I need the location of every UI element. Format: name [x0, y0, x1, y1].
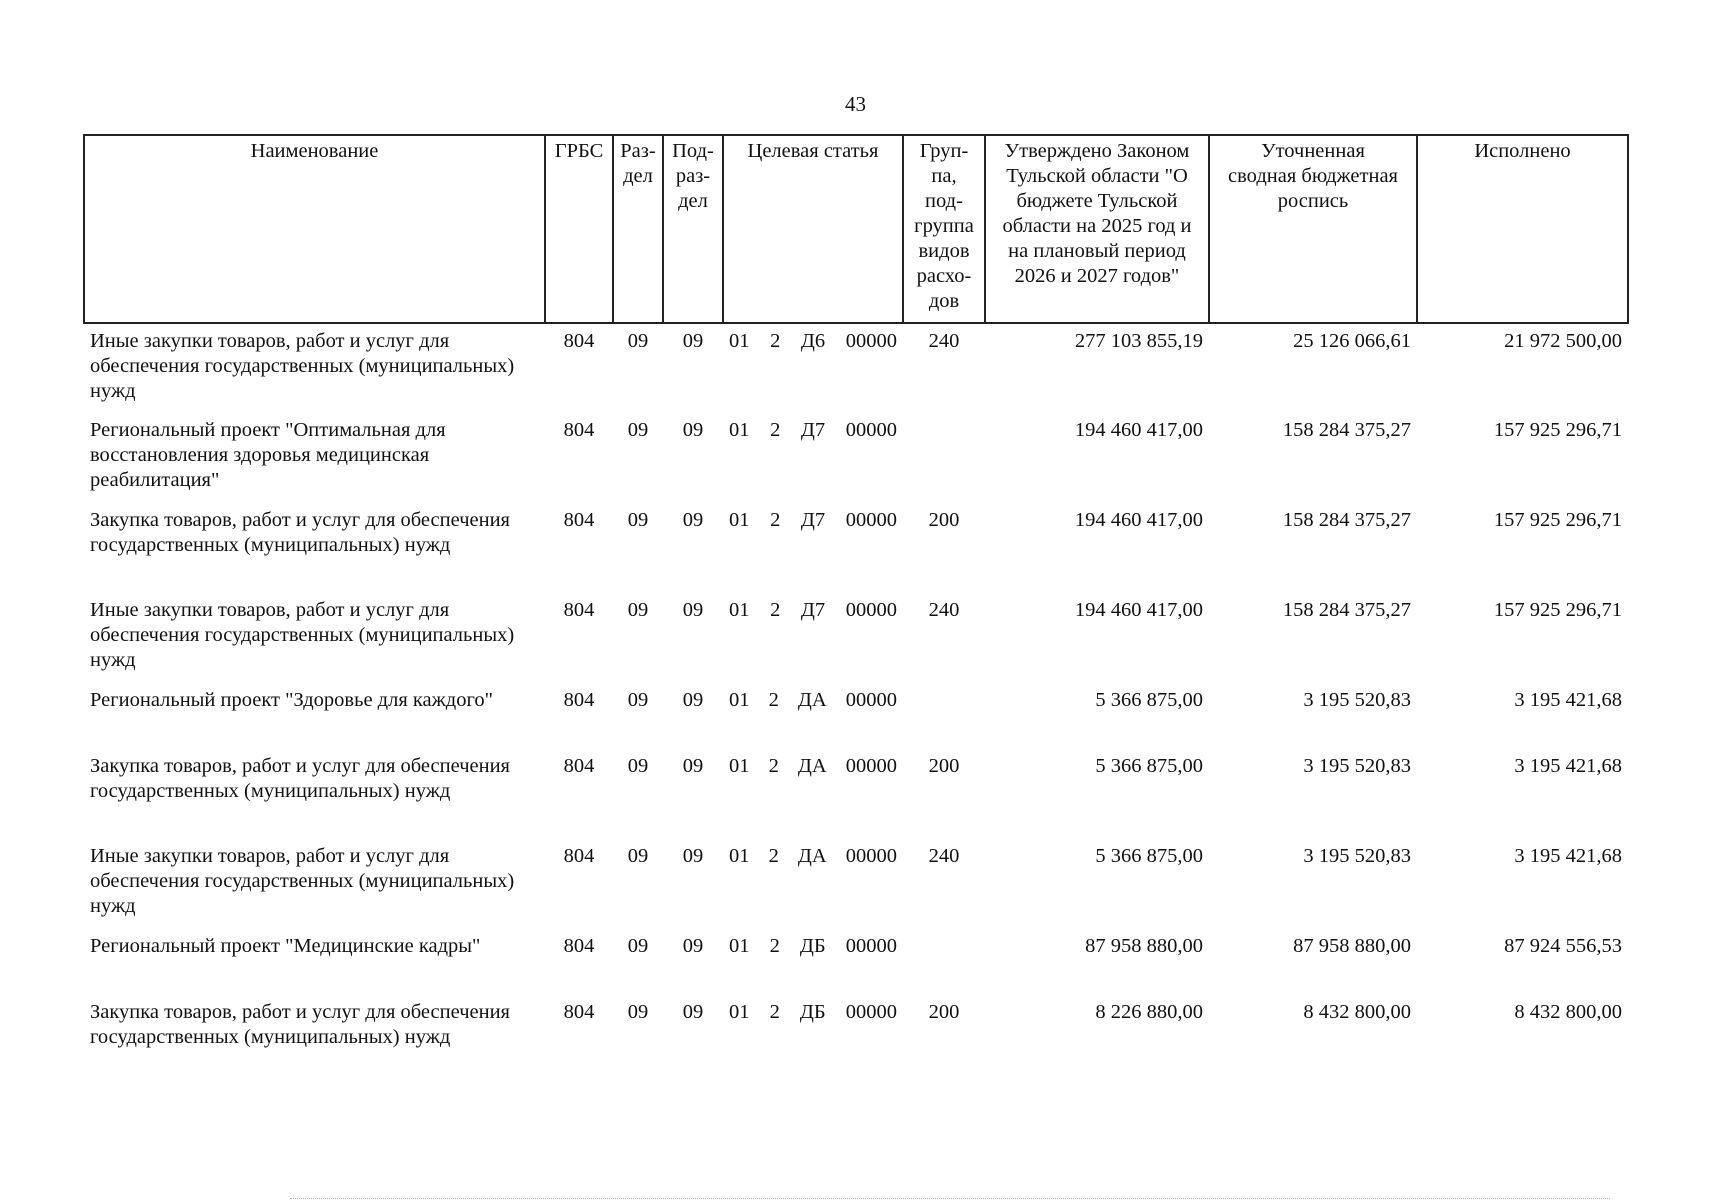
row-executed-cell: 157 925 296,71: [1493, 419, 1622, 441]
header-group: Груп- па, под- группа видов расхо- дов: [903, 135, 985, 323]
row-name-cell: Региональный проект "Здоровье для каждого": [90, 689, 494, 711]
row-group-cell: 240: [928, 845, 960, 867]
row-podrazdel-cell: 09: [682, 689, 704, 711]
row-refined-cell: 158 284 375,27: [1282, 419, 1411, 441]
row-razdel-cell: 09: [627, 935, 649, 957]
row-grbs-cell: 804: [563, 689, 595, 711]
target-code-part: ДА: [797, 845, 827, 867]
table-row: [84, 929, 1628, 995]
row-name-cell: Закупка товаров, работ и услуг для обеспечения государственных (муниципальных) нужд: [90, 509, 510, 556]
row-refined-cell: 158 284 375,27: [1282, 599, 1411, 621]
header-approved: Утверждено Законом Тульской области "О бюджете Тульской области на 2025 год и на плановый период 2026 и 2027 годов": [985, 135, 1209, 323]
target-code-part: 00000: [845, 755, 897, 777]
row-grbs-cell: 804: [563, 419, 595, 441]
header-refined: Уточненная сводная бюджетная роспись: [1209, 135, 1417, 323]
target-code: [727, 418, 899, 443]
page-number: 43: [845, 92, 866, 116]
target-code-part: 00000: [845, 689, 897, 711]
row-razdel-cell: 09: [627, 509, 649, 531]
row-grbs-cell: 804: [563, 1001, 595, 1023]
target-code-part: 00000: [845, 1001, 897, 1023]
row-executed-cell: 3 195 421,68: [1514, 755, 1622, 777]
row-approved-cell: 5 366 875,00: [1095, 755, 1203, 777]
row-executed-cell: 87 924 556,53: [1504, 935, 1622, 957]
row-razdel-cell: 09: [627, 845, 649, 867]
row-podrazdel-cell: 09: [682, 330, 704, 352]
target-code: [727, 844, 899, 869]
row-name-cell: Иные закупки товаров, работ и услуг для обеспечения государственных (муниципальных) нужд: [90, 845, 515, 917]
table-body: [84, 323, 1628, 1085]
row-name-cell: Закупка товаров, работ и услуг для обеспечения государственных (муниципальных) нужд: [90, 755, 510, 802]
target-code-part: 01: [729, 599, 750, 621]
target-code-part: 01: [729, 419, 750, 441]
row-approved-cell: 8 226 880,00: [1095, 1001, 1203, 1023]
row-refined-cell: 25 126 066,61: [1293, 330, 1411, 352]
row-razdel-cell: 09: [627, 330, 649, 352]
row-podrazdel-cell: 09: [682, 599, 704, 621]
target-code-part: 01: [729, 935, 750, 957]
target-code-part: Д7: [800, 419, 826, 441]
row-podrazdel-cell: 09: [682, 845, 704, 867]
row-target-cell: [723, 593, 903, 683]
target-code-part: 2: [769, 1001, 780, 1023]
table-row: [84, 839, 1628, 929]
row-name-cell: Региональный проект "Оптимальная для восстановления здоровья медицинская реабилитация": [90, 419, 446, 491]
row-group-cell: [903, 413, 985, 503]
bottom-rule: [290, 1198, 1610, 1199]
row-executed-cell: 3 195 421,68: [1514, 689, 1622, 711]
target-code-part: 00000: [845, 935, 897, 957]
row-refined-cell: 87 958 880,00: [1293, 935, 1411, 957]
row-group-cell: 200: [928, 755, 960, 777]
row-executed-cell: 21 972 500,00: [1504, 330, 1622, 352]
target-code-part: 2: [770, 330, 781, 352]
target-code: [727, 329, 899, 354]
table-row: [84, 749, 1628, 839]
row-name-cell: Региональный проект "Медицинские кадры": [90, 935, 481, 957]
target-code-part: 01: [729, 845, 750, 867]
target-code: [727, 754, 899, 779]
row-group-cell: [903, 683, 985, 749]
row-razdel-cell: 09: [627, 1001, 649, 1023]
target-code: [727, 598, 899, 623]
row-name-cell: Иные закупки товаров, работ и услуг для обеспечения государственных (муниципальных) нужд: [90, 330, 515, 402]
target-code-part: Д7: [800, 599, 826, 621]
row-razdel-cell: 09: [627, 755, 649, 777]
target-code: [727, 688, 899, 713]
target-code-part: 01: [729, 330, 750, 352]
target-code: [727, 1000, 899, 1025]
table-row: [84, 323, 1628, 413]
target-code-part: ДБ: [799, 935, 826, 957]
budget-table: [83, 134, 1629, 1085]
target-code-part: 2: [768, 845, 779, 867]
row-refined-cell: 8 432 800,00: [1303, 1001, 1411, 1023]
row-grbs-cell: 804: [563, 845, 595, 867]
table-row: [84, 593, 1628, 683]
table-row: [84, 413, 1628, 503]
row-target-cell: [723, 995, 903, 1085]
target-code-part: 2: [770, 509, 781, 531]
row-refined-cell: 3 195 520,83: [1303, 755, 1411, 777]
row-razdel-cell: 09: [627, 689, 649, 711]
table-row: [84, 503, 1628, 593]
target-code-part: 2: [768, 755, 779, 777]
row-target-cell: [723, 683, 903, 749]
table-row: [84, 995, 1628, 1085]
row-target-cell: [723, 749, 903, 839]
target-code-part: 2: [770, 419, 781, 441]
row-refined-cell: 158 284 375,27: [1282, 509, 1411, 531]
row-approved-cell: 5 366 875,00: [1095, 689, 1203, 711]
row-group-cell: 240: [928, 599, 960, 621]
header-executed: Исполнено: [1417, 135, 1628, 323]
target-code-part: 01: [729, 755, 750, 777]
row-razdel-cell: 09: [627, 419, 649, 441]
row-podrazdel-cell: 09: [682, 755, 704, 777]
row-refined-cell: 3 195 520,83: [1303, 689, 1411, 711]
row-approved-cell: 87 958 880,00: [1085, 935, 1203, 957]
row-podrazdel-cell: 09: [682, 935, 704, 957]
target-code: [727, 508, 899, 533]
row-approved-cell: 5 366 875,00: [1095, 845, 1203, 867]
header-name: Наименование: [84, 135, 545, 323]
target-code-part: Д7: [800, 509, 826, 531]
row-approved-cell: 194 460 417,00: [1074, 419, 1203, 441]
target-code-part: 2: [768, 689, 779, 711]
row-approved-cell: 277 103 855,19: [1074, 330, 1203, 352]
row-podrazdel-cell: 09: [682, 419, 704, 441]
header-target: Целевая статья: [723, 135, 903, 323]
row-name-cell: Иные закупки товаров, работ и услуг для обеспечения государственных (муниципальных) нужд: [90, 599, 515, 671]
row-podrazdel-cell: 09: [682, 509, 704, 531]
row-executed-cell: 157 925 296,71: [1493, 599, 1622, 621]
row-grbs-cell: 804: [563, 755, 595, 777]
target-code-part: ДА: [797, 689, 827, 711]
row-target-cell: [723, 503, 903, 593]
target-code-part: 01: [729, 689, 750, 711]
row-razdel-cell: 09: [627, 599, 649, 621]
row-target-cell: [723, 929, 903, 995]
header-razdel: Раз- дел: [613, 135, 663, 323]
table-row: [84, 683, 1628, 749]
row-group-cell: 200: [928, 509, 960, 531]
row-target-cell: [723, 413, 903, 503]
row-target-cell: [723, 323, 903, 413]
row-target-cell: [723, 839, 903, 929]
target-code-part: 00000: [845, 509, 897, 531]
row-grbs-cell: 804: [563, 509, 595, 531]
target-code-part: 00000: [845, 599, 897, 621]
row-group-cell: [903, 929, 985, 995]
target-code-part: 01: [729, 509, 750, 531]
row-group-cell: 200: [928, 1001, 960, 1023]
header-podrazdel: Под- раз- дел: [663, 135, 723, 323]
target-code-part: 01: [729, 1001, 750, 1023]
target-code: [727, 934, 899, 959]
target-code-part: Д6: [800, 330, 826, 352]
target-code-part: ДА: [797, 755, 827, 777]
row-executed-cell: 157 925 296,71: [1493, 509, 1622, 531]
target-code-part: 00000: [845, 419, 897, 441]
row-approved-cell: 194 460 417,00: [1074, 509, 1203, 531]
target-code-part: 2: [770, 599, 781, 621]
row-refined-cell: 3 195 520,83: [1303, 845, 1411, 867]
row-grbs-cell: 804: [563, 599, 595, 621]
row-podrazdel-cell: 09: [682, 1001, 704, 1023]
target-code-part: 00000: [845, 845, 897, 867]
row-executed-cell: 3 195 421,68: [1514, 845, 1622, 867]
target-code-part: 00000: [845, 330, 897, 352]
row-name-cell: Закупка товаров, работ и услуг для обеспечения государственных (муниципальных) нужд: [90, 1001, 510, 1048]
row-grbs-cell: 804: [563, 935, 595, 957]
header-grbs: ГРБС: [545, 135, 613, 323]
row-executed-cell: 8 432 800,00: [1514, 1001, 1622, 1023]
target-code-part: ДБ: [799, 1001, 826, 1023]
table-header-row: [84, 135, 1628, 323]
target-code-part: 2: [769, 935, 780, 957]
row-approved-cell: 194 460 417,00: [1074, 599, 1203, 621]
row-grbs-cell: 804: [563, 330, 595, 352]
row-group-cell: 240: [928, 330, 960, 352]
